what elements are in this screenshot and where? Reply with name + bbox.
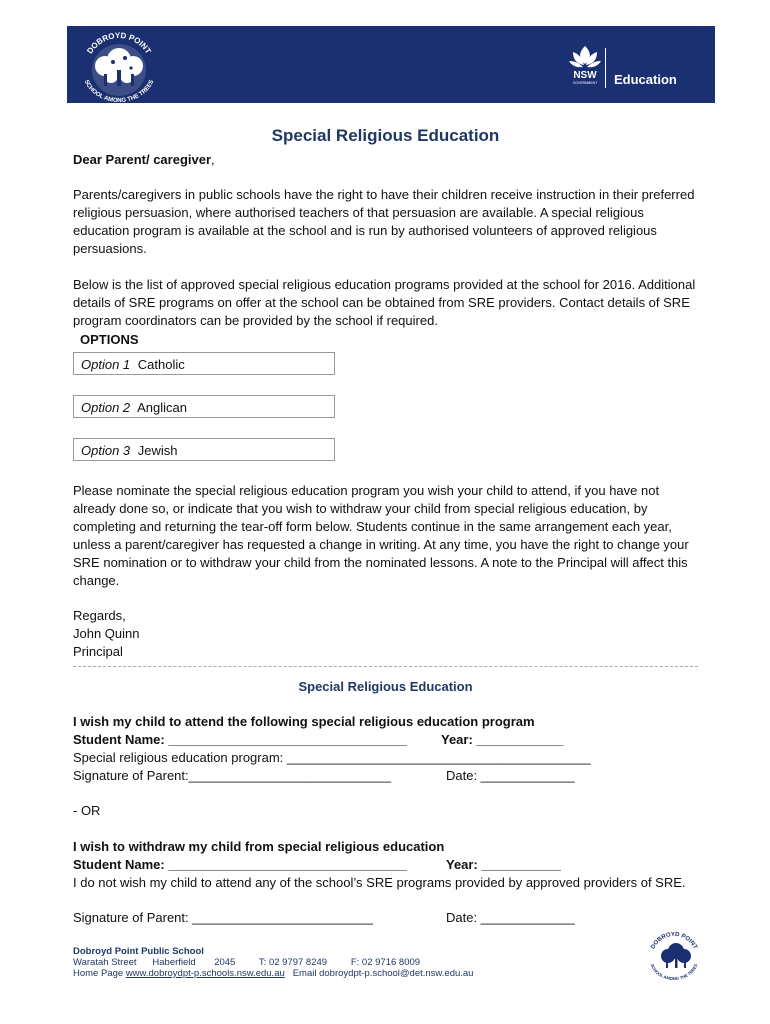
attend-student-name-field[interactable]: Student Name: _________________________________ [73,732,407,747]
footer-phone: T: 02 9797 8249 [258,957,328,968]
footer-email[interactable]: dobroydpt-p.school@det.nsw.edu.au [319,968,474,979]
signer-role: Principal [73,644,123,659]
svg-text:SCHOOL AMONG THE TREES [650,963,699,981]
salutation [73,151,698,169]
salutation-comma: , [211,152,215,167]
paragraph-programs: Below is the list of approved special religious education programs provided at the school for 2016. Additional details of SRE programs on offer at the school can be obtained from SRE providers. Contact details of SRE program coordinators can be provided by the school if required. [73,277,696,328]
school-logo-top-text: DOBROYD POINT [85,30,153,56]
option-2-label: Option 2 [81,400,131,415]
or-separator: - OR [73,803,101,818]
school-logo-bottom-text: SCHOOL AMONG THE TREES [82,79,156,103]
option-1-label: Option 1 [81,357,131,372]
attend-heading: I wish my child to attend the following special religious education program [73,714,535,729]
footer-fax: F: 02 9716 8009 [350,957,421,968]
footer-school-name: Dobroyd Point Public School [73,946,204,957]
option-3-value: Jewish [137,443,178,458]
withdraw-statement: I do not wish my child to attend any of the school’s SRE programs provided by approved providers of SRE. [73,875,686,890]
education-label: Education [614,72,677,87]
paragraph-nominate: Please nominate the special religious education program you wish your child to attend, if you have not already done so, or indicate that you wish to withdraw your child from special religious education, by completing and returning the tear-off form below. Students continue in the same arrangement each year, unless a parent/caregiver has requested a change in writing. At any time, you have the right to change your SRE nomination or to withdraw your child from the nominated lessons. A note to the Principal will affect this change. [73,483,689,588]
option-box-1 [73,352,335,375]
option-2-value: Anglican [137,400,187,415]
header-banner [67,26,715,103]
withdraw-heading: I wish to withdraw my child from special religious education [73,839,445,854]
withdraw-date-field[interactable]: Date: _____________ [446,910,575,925]
footer-street: Waratah Street [73,957,137,968]
option-3-label: Option 3 [81,443,131,458]
withdraw-student-name-field[interactable]: Student Name: _________________________________ [73,857,407,872]
tear-off-line [73,666,698,667]
logo-divider [605,48,606,88]
footer-suburb: Haberfield [152,957,196,968]
attend-date-field[interactable]: Date: _____________ [446,768,575,783]
attend-program-field[interactable]: Special religious education program: __________________________________________ [73,750,591,765]
footer-logo-top-text: DOBROYD POINT [650,931,698,951]
letter-title: Special Religious Education [271,126,500,145]
option-box-3 [73,438,335,461]
nsw-logo-text: NSW [573,70,597,81]
footer-contact [73,968,473,979]
option-box-2 [73,395,335,418]
options-heading: OPTIONS [80,332,139,347]
attend-signature-field[interactable]: Signature of Parent:____________________________ [73,768,392,783]
attend-year-field[interactable]: Year: ____________ [441,732,564,747]
withdraw-signature-field[interactable]: Signature of Parent: _________________________ [73,910,373,925]
footer-logo-bottom-text: SCHOOL AMONG THE TREES [649,963,699,982]
signer-name: John Quinn [73,626,140,641]
footer-school-logo [644,930,704,982]
footer-home-label: Home Page [73,968,124,979]
nsw-logo-government: GOVERNMENT [572,81,598,85]
salutation-text: Dear Parent/ caregiver [73,152,212,167]
nsw-waratah-logo [565,44,605,88]
school-logo [73,26,165,103]
footer [73,946,473,979]
regards: Regards, [73,608,126,623]
footer-home-link[interactable]: www.dobroydpt-p.schools.nsw.edu.au [125,968,285,979]
option-1-value: Catholic [137,357,185,372]
footer-address [73,957,473,968]
footer-postcode: 2045 [214,957,236,968]
withdraw-year-field[interactable]: Year: ___________ [446,857,561,872]
form-title: Special Religious Education [298,679,473,694]
paragraph-intro: Parents/caregivers in public schools have the right to have their children receive instruction in their preferred religious persuasion, where authorised teachers of that persuasion are available. A special religious education program is available at the school and is run by authorised volunteers of approved religious persuasions. [73,187,695,256]
footer-email-label: Email [292,968,317,979]
